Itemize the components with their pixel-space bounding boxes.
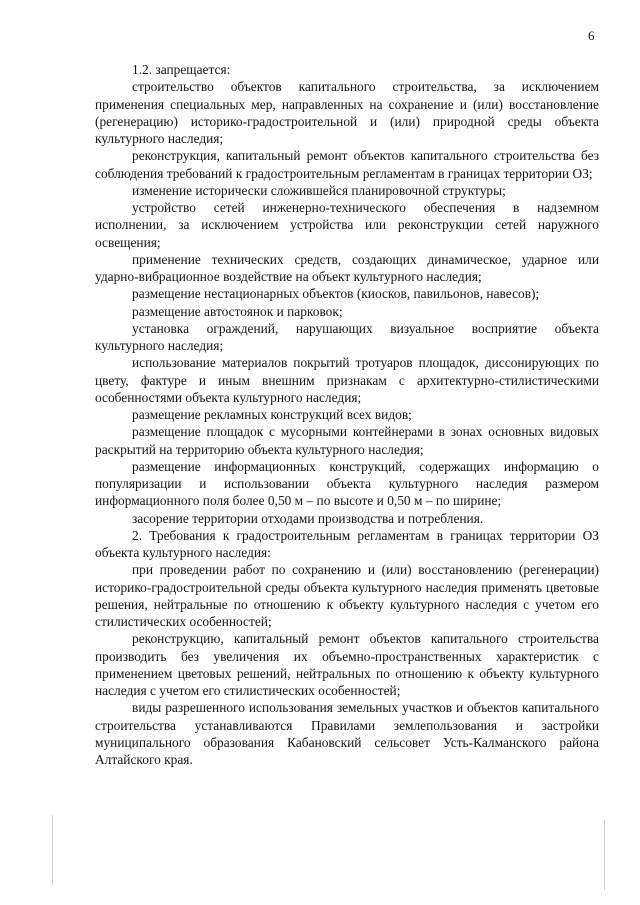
prohibition-item: использование материалов покрытий тротуаров площадок, диссонирующих по цвету, фактуре и иным внешним признакам с архитектурно-стилистическими особенностями объекта культурного наследия; [95, 355, 599, 405]
clause-1-2-heading: 1.2. запрещается: [132, 62, 231, 77]
prohibition-item: размещение информационных конструкций, содержащих информацию о популяризации и использовании объекта культурного наследия размером информационного поля более 0,50 м – по высоте и 0,50 м – по ширине; [95, 458, 599, 509]
clause-2-heading: 2. Требования к градостроительным регламентам в границах территории ОЗ объекта культурного наследия: [95, 527, 599, 560]
document-body [95, 61, 599, 768]
scan-margin-line [604, 820, 605, 890]
requirement-item: виды разрешенного использования земельных участков и объектов капитального строительства устанавливаются Правилами землепользования и застройки муниципального образования Кабановский сельсовет Усть-Калманского района Алтайского края. [95, 700, 599, 767]
prohibition-item: реконструкция, капитальный ремонт объектов капитального строительства без соблюдения требований к градостроительным регламентам в границах территории ОЗ; [95, 148, 599, 181]
prohibition-item: изменение исторически сложившейся планировочной структуры; [132, 182, 506, 198]
prohibition-item: размещение рекламных конструкций всех видов; [132, 407, 412, 422]
prohibition-item: размещение автостоянок и парковок; [132, 303, 343, 319]
prohibition-item: засорение территории отходами производства и потребления. [132, 510, 484, 526]
prohibition-item: размещение площадок с мусорными контейнерами в зонах основных видовых раскрытий на территорию объекта культурного наследия; [95, 424, 599, 457]
prohibition-item: установка ограждений, нарушающих визуальное восприятие объекта культурного наследия; [95, 320, 599, 353]
requirement-item: при проведении работ по сохранению и (или) восстановлению (регенерации) историко-градостроительной среды объекта культурного наследия применять цветовые решения, нейтральные по отношению к объекту культурного наследия с учетом его стилистических особенностей; [95, 562, 599, 629]
prohibition-item: устройство сетей инженерно-технического обеспечения в надземном исполнении, за исключением устройства или реконструкции сетей наружного освещения; [95, 200, 599, 250]
scan-margin-line [52, 815, 53, 885]
requirement-item: реконструкцию, капитальный ремонт объектов капитального строительства производить без увеличения их объемно-пространственных характеристик с применением цветовых решений, нейтральных по отношению к объекту культурного наследия с учетом его стилистических особенностей; [95, 631, 599, 698]
page-number: 6 [588, 28, 595, 43]
prohibition-item: размещение нестационарных объектов (киосков, павильонов, навесов); [132, 286, 540, 302]
prohibition-item: строительство объектов капитального строительства, за исключением применения специальных мер, направленных на сохранение и (или) восстановление (регенерацию) историко-градостроительной и (или) природной среды объекта культурного наследия; [95, 79, 599, 146]
prohibition-item: применение технических средств, создающих динамическое, ударное или ударно-вибрационное воздействие на объект культурного наследия; [95, 251, 599, 284]
